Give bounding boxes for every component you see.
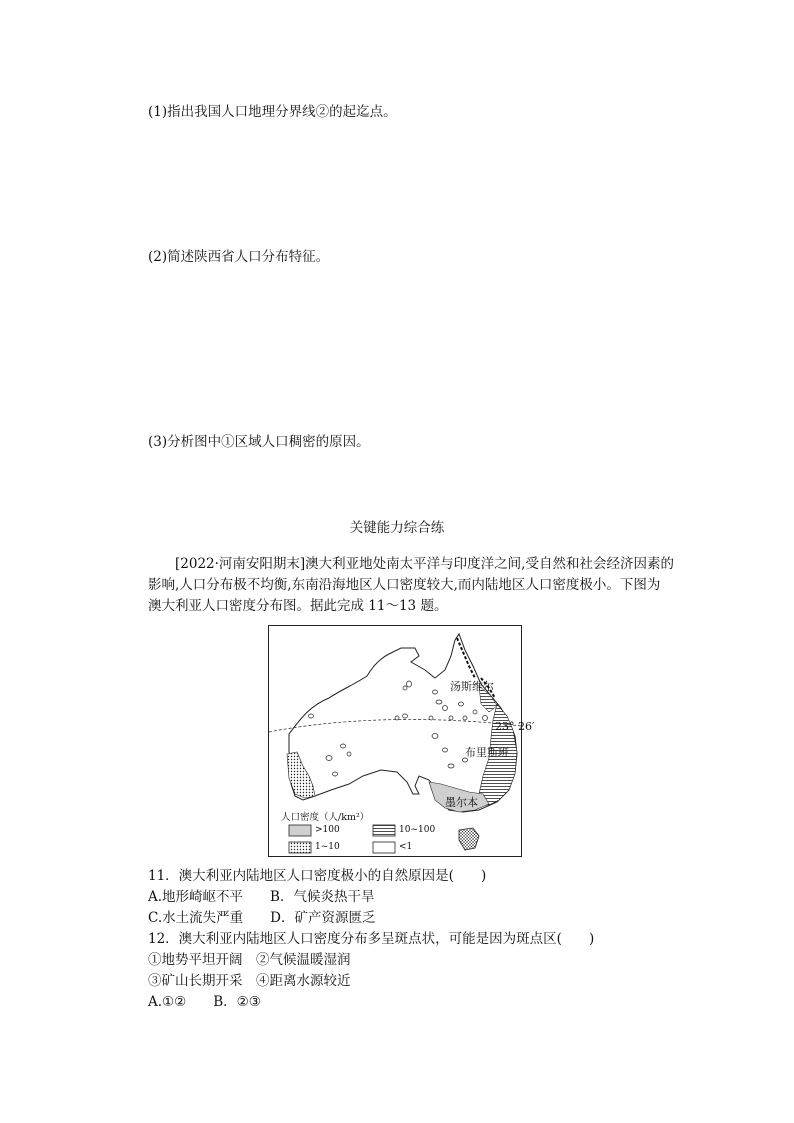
legend-gt100: >100 (315, 825, 340, 835)
question-1: (1)指出我国人口地理分界线②的起迄点。 (148, 104, 397, 120)
question-11-options-cd: C.水土流失严重 D．矿产资源匮乏 (148, 910, 376, 926)
question-12-statements-2: ③矿山长期开采 ④距离水源较近 (148, 973, 351, 989)
legend-10-100: 10~100 (399, 825, 436, 835)
tasmania (459, 828, 479, 850)
label-brisbane: 布里斯班 (465, 746, 509, 759)
legend-title: 人口密度（人/km²） (281, 812, 370, 823)
australia-population-map (268, 625, 535, 857)
label-melbourne: 墨尔本 (445, 796, 478, 809)
question-items (148, 866, 594, 1013)
legend-1-10: 1~10 (315, 842, 340, 852)
question-12: 12．澳大利亚内陆地区人口密度分布多呈斑点状，可能是因为斑点区( ) (148, 931, 595, 947)
question-11-options-ab: A.地形崎岖不平 B．气候炎热干旱 (148, 889, 375, 905)
intro-line-3: 澳大利亚人口密度分布图。据此完成 11～13 题。 (148, 598, 448, 614)
legend-lt1: <1 (399, 842, 413, 852)
intro-paragraph (148, 554, 674, 617)
question-12-options-ab: A.①② B．②③ (148, 994, 261, 1010)
intro-line-2: 影响,人口分布极不均衡,东南沿海地区人口密度较大,而内陆地区人口密度极小。下图为 (148, 577, 661, 593)
question-2: (2)简述陕西省人口分布特征。 (148, 249, 330, 265)
label-townsville: 汤斯维尔 (450, 680, 494, 693)
question-12-statements-1: ①地势平坦开阔 ②气候温暖湿润 (148, 952, 351, 968)
question-11: 11．澳大利亚内陆地区人口密度极小的自然原因是( ) (148, 868, 487, 884)
intro-line-1: [2022·河南安阳期末]澳大利亚地处南太平洋与印度洋之间,受自然和社会经济因素的 (175, 556, 674, 572)
question-3: (3)分析图中①区域人口稠密的原因。 (148, 434, 370, 450)
section-title: 关键能力综合练 (349, 520, 445, 536)
label-latitude: 23° 26′ (495, 720, 535, 733)
